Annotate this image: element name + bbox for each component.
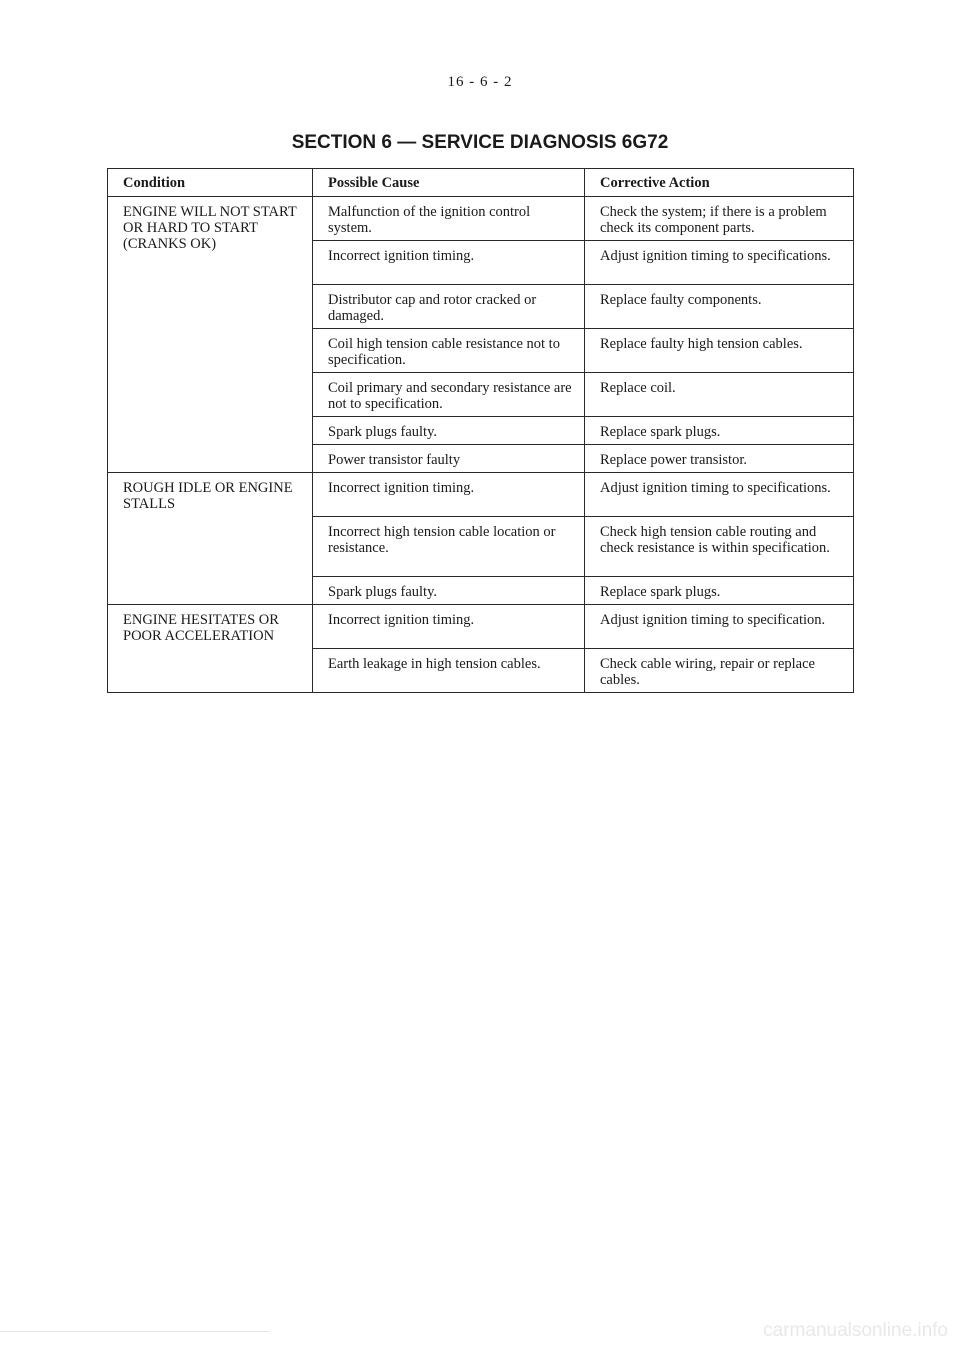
table-header-row: [108, 169, 854, 197]
action-cell: Check the system; if there is a problem check its component parts.: [585, 197, 854, 241]
action-cell: Check cable wiring, repair or replace cables.: [585, 649, 854, 693]
action-cell: Replace power transistor.: [585, 445, 854, 473]
table-row: [108, 605, 854, 649]
cause-cell: Earth leakage in high tension cables.: [313, 649, 585, 693]
condition-cell: ENGINE WILL NOT START OR HARD TO START (CRANKS OK): [108, 197, 313, 473]
condition-cell: ENGINE HESITATES OR POOR ACCELERATION: [108, 605, 313, 693]
action-cell: Adjust ignition timing to specifications.: [585, 473, 854, 517]
action-cell: Replace spark plugs.: [585, 577, 854, 605]
header-possible-cause: Possible Cause: [313, 169, 585, 197]
action-cell: Replace faulty high tension cables.: [585, 329, 854, 373]
action-cell: Adjust ignition timing to specification.: [585, 605, 854, 649]
cause-cell: Incorrect ignition timing.: [313, 241, 585, 285]
condition-cell: ROUGH IDLE OR ENGINE STALLS: [108, 473, 313, 605]
diagnosis-table: [107, 168, 854, 693]
cause-cell: Incorrect high tension cable location or resistance.: [313, 517, 585, 577]
cause-cell: Spark plugs faulty.: [313, 417, 585, 445]
footer-divider: [0, 1331, 270, 1332]
cause-cell: Malfunction of the ignition control system.: [313, 197, 585, 241]
action-cell: Adjust ignition timing to specifications.: [585, 241, 854, 285]
cause-cell: Power transistor faulty: [313, 445, 585, 473]
table-row: [108, 197, 854, 241]
action-cell: Check high tension cable routing and check resistance is within specification.: [585, 517, 854, 577]
action-cell: Replace faulty components.: [585, 285, 854, 329]
cause-cell: Incorrect ignition timing.: [313, 605, 585, 649]
cause-cell: Spark plugs faulty.: [313, 577, 585, 605]
watermark: carmanualsonline.info: [763, 1320, 948, 1341]
action-cell: Replace coil.: [585, 373, 854, 417]
cause-cell: Distributor cap and rotor cracked or damaged.: [313, 285, 585, 329]
action-cell: Replace spark plugs.: [585, 417, 854, 445]
section-title: SECTION 6 — SERVICE DIAGNOSIS 6G72: [291, 132, 669, 153]
page-number: 16 - 6 - 2: [447, 74, 513, 90]
header-corrective-action: Corrective Action: [585, 169, 854, 197]
header-condition: Condition: [108, 169, 313, 197]
cause-cell: Incorrect ignition timing.: [313, 473, 585, 517]
cause-cell: Coil high tension cable resistance not to specification.: [313, 329, 585, 373]
table-row: [108, 473, 854, 517]
cause-cell: Coil primary and secondary resistance are not to specification.: [313, 373, 585, 417]
